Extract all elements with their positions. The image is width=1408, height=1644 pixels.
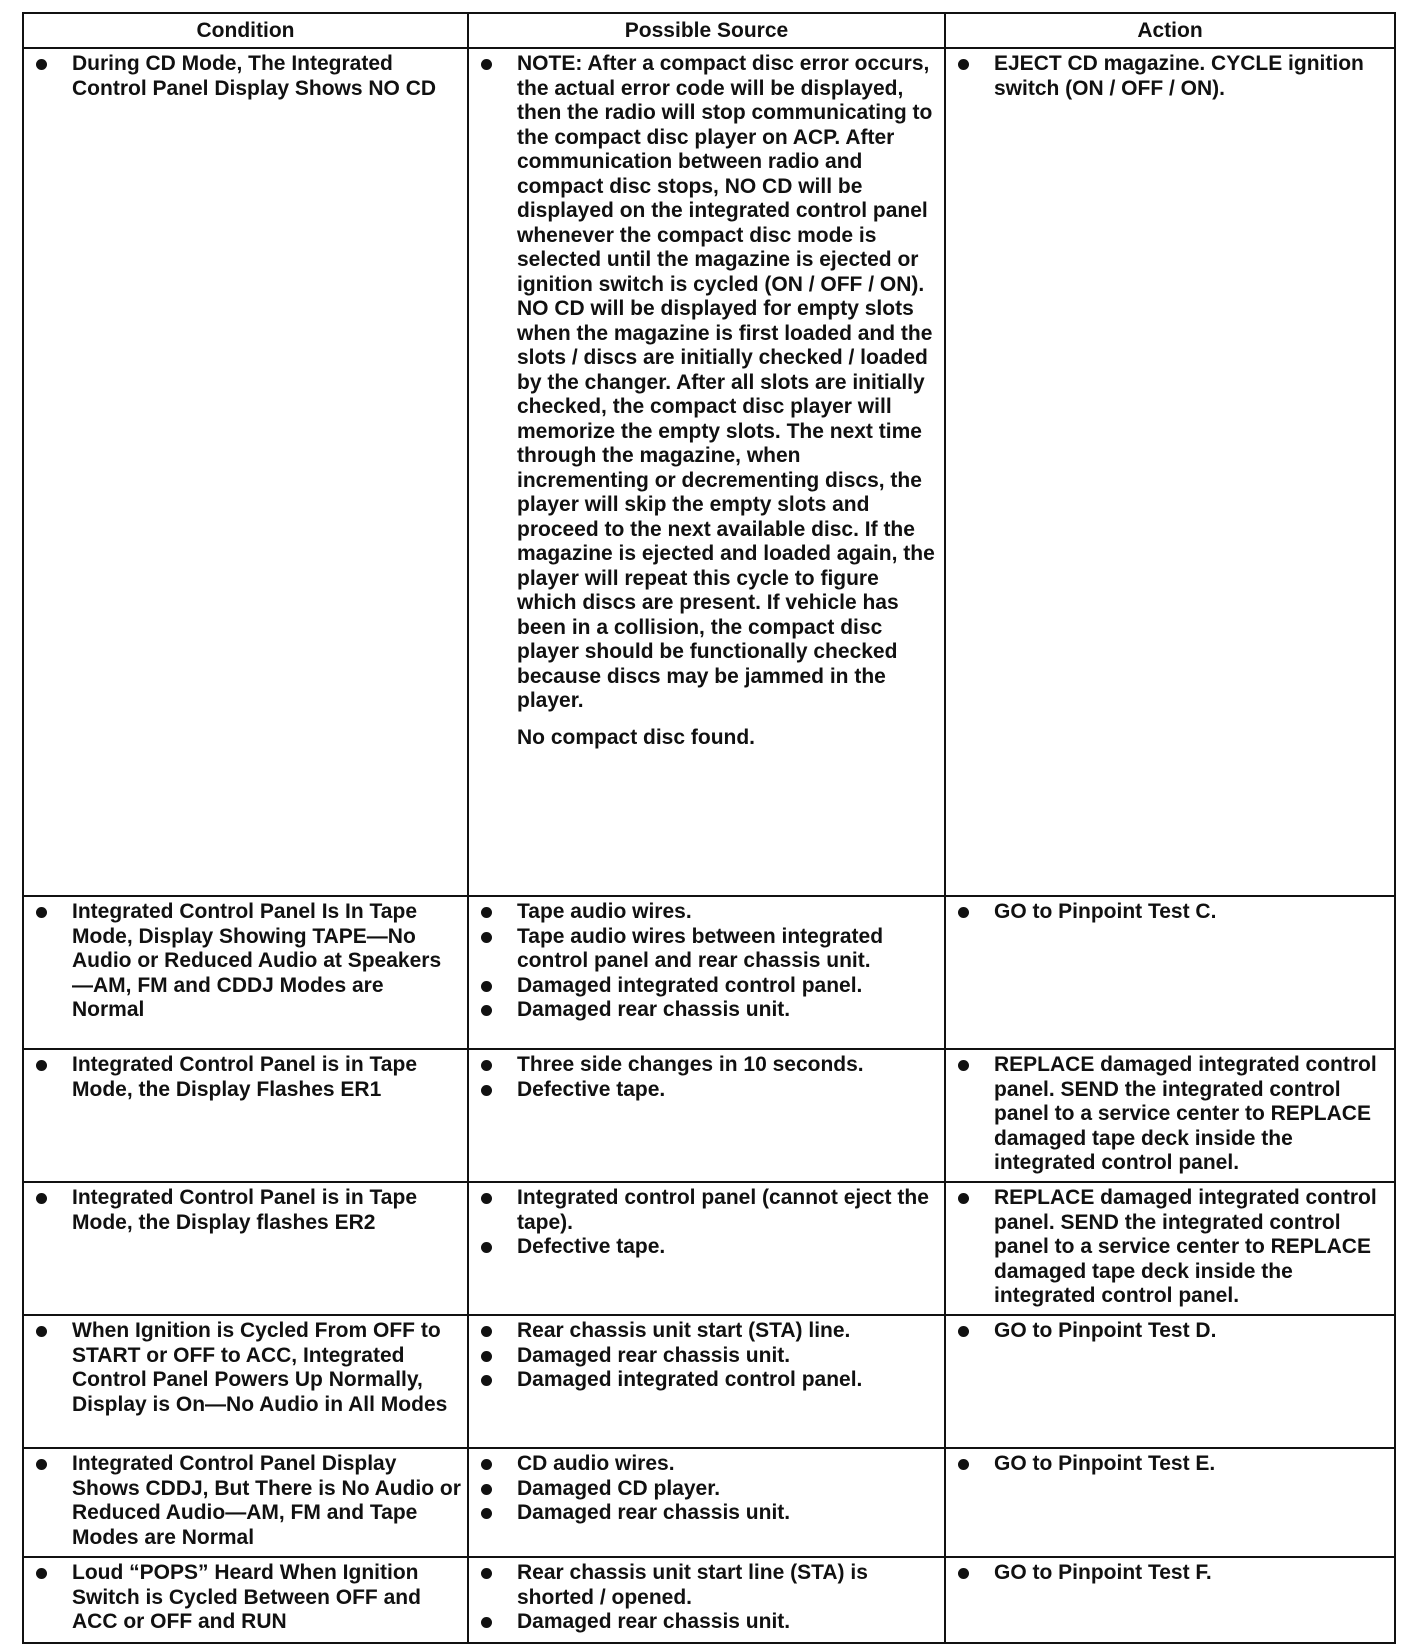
symptom-chart-table	[22, 12, 1396, 1644]
action-cell	[945, 48, 1395, 896]
source-item: Damaged CD player.	[475, 1477, 938, 1502]
table-row	[23, 1182, 1395, 1315]
bullet-icon	[481, 1060, 492, 1071]
troubleshooting-page	[22, 12, 1394, 1644]
source-note: No compact disc found.	[517, 725, 756, 749]
table-row	[23, 1049, 1395, 1182]
source-cell	[468, 48, 945, 896]
source-cell	[468, 896, 945, 1049]
source-item: Integrated control panel (cannot eject the tape).	[475, 1186, 938, 1235]
bullet-icon	[36, 1193, 47, 1204]
source-item: Damaged rear chassis unit.	[475, 1610, 938, 1635]
condition-cell	[23, 1315, 468, 1448]
condition-item: Integrated Control Panel is in Tape Mode, the Display flashes ER2	[30, 1186, 461, 1235]
condition-cell	[23, 1182, 468, 1315]
condition-column-header: Condition	[23, 13, 468, 48]
source-cell	[468, 1448, 945, 1557]
bullet-icon	[481, 1242, 492, 1253]
condition-item: Integrated Control Panel is in Tape Mode, the Display Flashes ER1	[30, 1053, 461, 1102]
condition-item: Loud “POPS” Heard When Ignition Switch is Cycled Between OFF and ACC or OFF and RUN	[30, 1561, 461, 1635]
source-item: Damaged integrated control panel.	[475, 974, 938, 999]
source-item: Three side changes in 10 seconds.	[475, 1053, 938, 1078]
bullet-icon	[958, 1193, 969, 1204]
bullet-icon	[958, 1060, 969, 1071]
action-cell	[945, 1315, 1395, 1448]
action-cell	[945, 1049, 1395, 1182]
source-item: Tape audio wires.	[475, 900, 938, 925]
source-item: NOTE: After a compact disc error occurs, the actual error code will be displayed, then the radio will stop communicating to the compact disc player on ACP. After communication between radio and compact disc stops, NO CD will be displayed on the integrated control panel whenever the compact disc mode is selected until the magazine is ejected or ignition switch is cycled (ON / OFF / ON). NO CD will be displayed for empty slots when the magazine is first loaded and the slots / discs are initially checked / loaded by the changer. After all slots are initially checked, the compact disc player will memorize the empty slots. The next time through the magazine, when incrementing or decrementing discs, the player will skip the empty slots and proceed to the next available disc. If the magazine is ejected and loaded again, the player will repeat this cycle to figure which discs are present. If vehicle has been in a collision, the compact disc player should be functionally checked because discs may be jammed in the player.	[475, 52, 938, 714]
source-item: Defective tape.	[475, 1078, 938, 1103]
bullet-icon	[958, 907, 969, 918]
source-item: Tape audio wires between integrated control panel and rear chassis unit.	[475, 925, 938, 974]
action-item: REPLACE damaged integrated control panel. SEND the integrated control panel to a service center to REPLACE damaged tape deck inside the integrated control panel.	[952, 1186, 1388, 1309]
bullet-icon	[481, 1568, 492, 1579]
source-item: Damaged integrated control panel.	[475, 1368, 938, 1393]
bullet-icon	[958, 1459, 969, 1470]
action-item: GO to Pinpoint Test E.	[952, 1452, 1388, 1477]
bullet-icon	[958, 59, 969, 70]
possible-source-column-header: Possible Source	[468, 13, 945, 48]
table-row	[23, 1448, 1395, 1557]
source-cell	[468, 1315, 945, 1448]
bullet-icon	[36, 1568, 47, 1579]
action-cell	[945, 1448, 1395, 1557]
bullet-icon	[481, 1085, 492, 1096]
condition-item: During CD Mode, The Integrated Control Panel Display Shows NO CD	[30, 52, 461, 101]
bullet-icon	[481, 59, 492, 70]
table-row	[23, 896, 1395, 1049]
source-cell	[468, 1049, 945, 1182]
source-item: Damaged rear chassis unit.	[475, 998, 938, 1023]
action-item: EJECT CD magazine. CYCLE ignition switch (ON / OFF / ON).	[952, 52, 1388, 101]
condition-cell	[23, 48, 468, 896]
bullet-icon	[481, 1617, 492, 1628]
table-row	[23, 48, 1395, 896]
table-row	[23, 1315, 1395, 1448]
action-column-header: Action	[945, 13, 1395, 48]
action-item: GO to Pinpoint Test D.	[952, 1319, 1388, 1344]
condition-item: Integrated Control Panel Display Shows CDDJ, But There is No Audio or Reduced Audio—AM, FM and Tape Modes are Normal	[30, 1452, 461, 1550]
bullet-icon	[481, 932, 492, 943]
bullet-icon	[481, 1351, 492, 1362]
bullet-icon	[36, 907, 47, 918]
action-item: GO to Pinpoint Test C.	[952, 900, 1388, 925]
bullet-icon	[481, 1005, 492, 1016]
bullet-icon	[958, 1568, 969, 1579]
action-item: GO to Pinpoint Test F.	[952, 1561, 1388, 1586]
bullet-icon	[36, 1326, 47, 1337]
action-cell	[945, 1557, 1395, 1643]
condition-cell	[23, 1049, 468, 1182]
source-cell	[468, 1557, 945, 1643]
header-row	[23, 13, 1395, 48]
source-cell	[468, 1182, 945, 1315]
bullet-icon	[36, 59, 47, 70]
bullet-icon	[481, 907, 492, 918]
source-item: Damaged rear chassis unit.	[475, 1344, 938, 1369]
action-cell	[945, 1182, 1395, 1315]
table-row	[23, 1557, 1395, 1643]
bullet-icon	[36, 1060, 47, 1071]
source-item: CD audio wires.	[475, 1452, 938, 1477]
condition-item: Integrated Control Panel Is In Tape Mode, Display Showing TAPE—No Audio or Reduced Audio at Speakers—AM, FM and CDDJ Modes are Normal	[30, 900, 461, 1023]
bullet-icon	[481, 1459, 492, 1470]
bullet-icon	[481, 981, 492, 992]
condition-cell	[23, 1448, 468, 1557]
bullet-icon	[481, 1508, 492, 1519]
bullet-icon	[481, 1193, 492, 1204]
source-item: Damaged rear chassis unit.	[475, 1501, 938, 1526]
source-item: Rear chassis unit start line (STA) is shorted / opened.	[475, 1561, 938, 1610]
action-cell	[945, 896, 1395, 1049]
condition-cell	[23, 1557, 468, 1643]
bullet-icon	[481, 1375, 492, 1386]
bullet-icon	[36, 1459, 47, 1470]
action-item: REPLACE damaged integrated control panel. SEND the integrated control panel to a service center to REPLACE damaged tape deck inside the integrated control panel.	[952, 1053, 1388, 1176]
bullet-icon	[481, 1484, 492, 1495]
source-item: Rear chassis unit start (STA) line.	[475, 1319, 938, 1344]
source-item: Defective tape.	[475, 1235, 938, 1260]
condition-item: When Ignition is Cycled From OFF to START or OFF to ACC, Integrated Control Panel Powers Up Normally, Display is On—No Audio in All Modes	[30, 1319, 461, 1417]
bullet-icon	[958, 1326, 969, 1337]
condition-cell	[23, 896, 468, 1049]
bullet-icon	[481, 1326, 492, 1337]
